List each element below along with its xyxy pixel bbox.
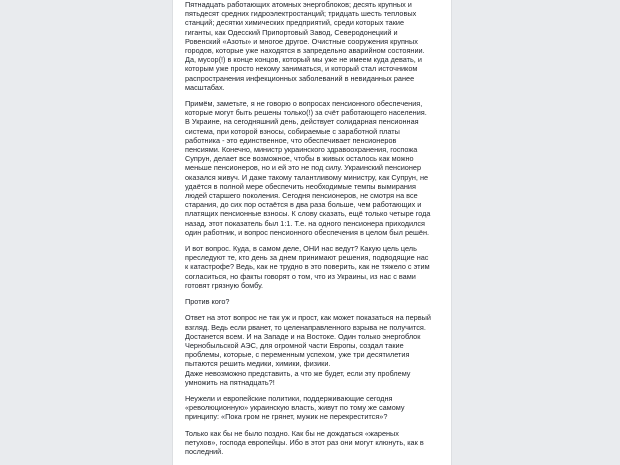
text-line: которым уже просто некому заниматься, и который стал источником <box>185 64 418 74</box>
text-line: Примём, заметьте, я не говорю о вопросах пенсионного обеспечения, <box>185 99 423 109</box>
text-line: Ответ на этот вопрос не так уж и прост, как может показаться на первый <box>185 313 431 323</box>
text-line: Да, мусор(!) в конце концов, который мы уже не имеем куда девать, и <box>185 55 422 65</box>
post-body <box>173 0 451 456</box>
text-line: Против кого? <box>185 297 230 307</box>
text-line: городов, которые уже находятся в запредельно аварийном состоянии. <box>185 46 425 56</box>
text-line: система, при которой взносы, собираемые с заработной платы <box>185 126 400 136</box>
text-line: Супрун, делает все возможное, чтобы в живых осталось как можно <box>185 154 414 164</box>
text-line: взгляд. Ведь если рванет, то целенаправленного взрыва не получится. <box>185 322 426 332</box>
text-line: пенсиями. Конечно, министр украинского здравоохранения, госпожа <box>185 145 418 155</box>
post-paragraph-2 <box>185 99 443 237</box>
text-line: удаётся в полной мере обеспечить необходимые темпы вымирания <box>185 181 416 191</box>
text-line: которые могут быть решены только(!) за счёт работающего населения. <box>185 108 427 118</box>
post-paragraph-7 <box>185 429 443 457</box>
text-line: Неужели и европейские политики, поддерживающие сегодня <box>185 393 393 403</box>
post-paragraph-3 <box>185 244 443 290</box>
text-line: петухов», господа европейцы. Ибо в этот раз они могут клюнуть, как в <box>185 437 424 447</box>
text-line: И вот вопрос. Куда, в самом деле, ОНИ нас ведут? Какую цель цель <box>185 244 417 254</box>
text-line: Пятнадцать работающих атомных энергоблоков; десять крупных и <box>185 0 412 9</box>
text-line: согласиться, но факты говорят о том, что из Украины, из нас с вами <box>185 271 416 281</box>
text-line: старания, до сих пор остаётся в два раза больше, чем работающих и <box>185 200 422 210</box>
post-paragraph-4 <box>185 297 443 306</box>
text-line: Ровенский «Азоты» и многое другое. Очистные сооружения крупных <box>185 36 418 46</box>
text-line: оказался живуч. И даже такому талантливому министру, как Супрун, не <box>185 172 429 182</box>
text-line: назад, этот показатель был 1:1. Т.е. на одного пенсионера приходился <box>185 218 425 228</box>
text-line: Даже невозможно представить, а что же будет, если эту проблему <box>185 368 411 378</box>
text-line: В Украине, на сегодняшний день, действует солидарная пенсионная <box>185 117 419 127</box>
text-line: последний. <box>185 446 224 456</box>
text-line: умножить на пятнадцать?! <box>185 377 275 387</box>
text-line: готовят грязную бомбу. <box>185 280 264 290</box>
text-line: Чернобыльской АЭС, для огромной части Европы, создал такие <box>185 340 404 350</box>
text-line: проблемы, которые, с переменным успехом, уже три десятилетия <box>185 350 410 360</box>
text-line: распространения инфекционных заболеваний в невиданных ранее <box>185 73 415 83</box>
text-line: гиганты, как Одесский Припортовый Завод, Северодонецкий и <box>185 27 398 37</box>
text-line: к катастрофе? Ведь, как не трудно в это поверить, как не тяжело с этим <box>185 262 430 272</box>
text-line: пятьдесят средних гидроэлектростанций; тридцать шесть тепловых <box>185 9 417 19</box>
post-card <box>172 0 452 465</box>
text-line: преследуют те, кто день за днем принимают решения, подводящие нас <box>185 253 429 263</box>
text-line: платящих пенсионные взносы. К слову сказать, ещё только четыре года <box>185 209 431 219</box>
text-line: «революционную» украинскую власть, живут по тому же самому <box>185 403 405 413</box>
text-line: Достанется всем. И на Западе и на Востоке. Один только энергоблок <box>185 331 421 341</box>
post-paragraph-6 <box>185 394 443 422</box>
text-line: станций; десятки химических предприятий, среди которых такие <box>185 18 405 28</box>
text-line: людей старшего поколения. Сегодня пенсионеров, не смотря на все <box>185 191 418 201</box>
text-line: работника - это единственное, что обеспечивает пенсионеров <box>185 135 397 145</box>
text-line: масштабах. <box>185 82 225 92</box>
text-line: Только как бы не было поздно. Как бы не дождаться «жареных <box>185 428 399 438</box>
post-paragraph-1 <box>185 0 443 92</box>
text-line: меньше пенсионеров, но и ей это не под силу. Украинский пенсионер <box>185 163 422 173</box>
post-paragraph-5 <box>185 313 443 387</box>
text-line: один работник, и вопрос пенсионного обеспечения в целом был решён. <box>185 227 430 237</box>
text-line: пытаются решить медики, химики, физики. <box>185 359 331 369</box>
text-line: принципу: «Пока гром не грянет, мужик не перекрестится»? <box>185 412 388 422</box>
